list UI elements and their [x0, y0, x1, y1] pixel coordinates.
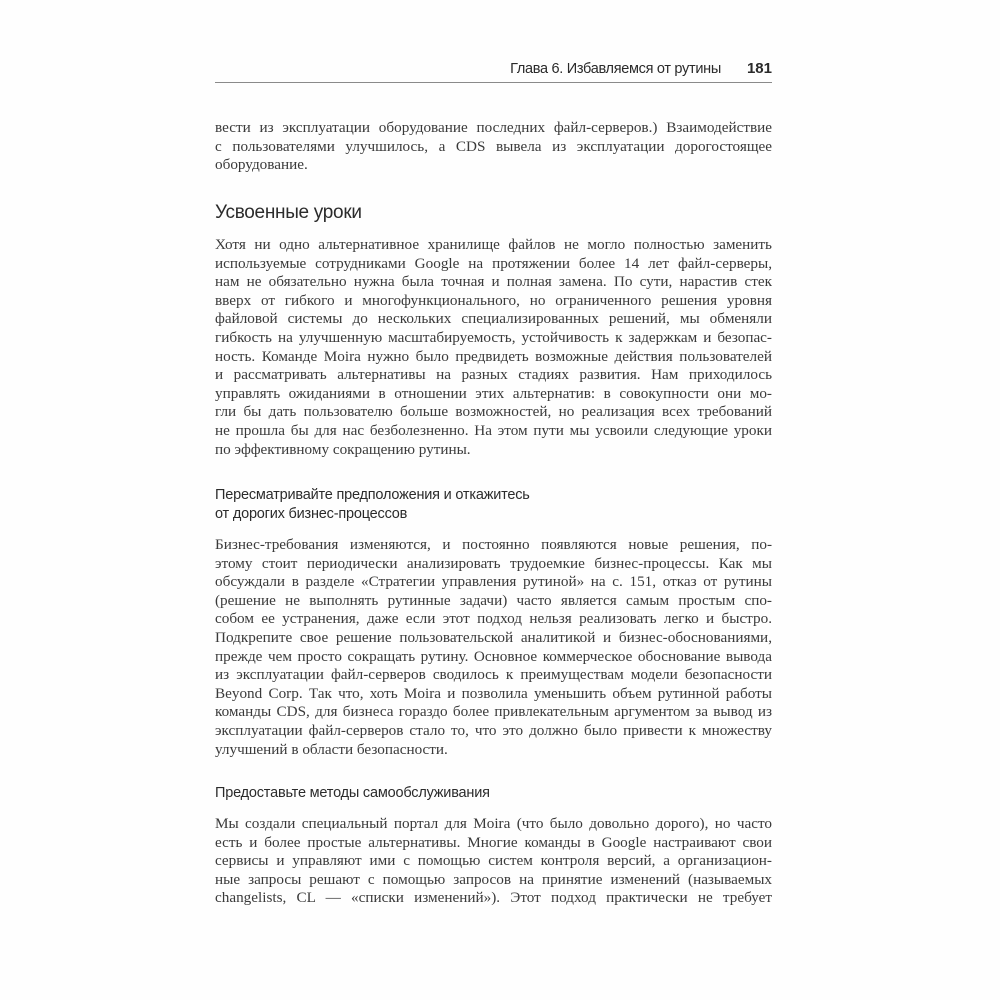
paragraph-reconsider: [215, 536, 772, 759]
text-line: сервисы и управляют ими с помощью систем контроля версий, а организацион-: [215, 852, 772, 870]
text-line: из эксплуатации файл-серверов сводилось к преимуществам модели безопасности: [215, 666, 772, 684]
text-line: обсуждали в разделе «Стратегии управления рутиной» на с. 151, отказ от рутины: [215, 573, 772, 591]
text-line: ность. Команде Moira нужно было предвидеть возможные действия пользователей: [215, 347, 772, 365]
text-line: команды CDS, для бизнеса гораздо более привлекательным аргументом за вывод из: [215, 703, 772, 721]
chapter-title: Глава 6. Избавляемся от рутины: [510, 61, 721, 77]
text-line: вести из эксплуатации оборудование последних файл-серверов.) Взаимодействие: [215, 119, 772, 136]
text-line: оборудование.: [215, 156, 308, 174]
text-line: управлять ожиданиями в отношении этих альтернатив: в совокупности они мо-: [215, 384, 772, 402]
paragraph-continuation: [215, 119, 772, 175]
text-line: и рассматривать альтернативы на разных стадиях развития. Нам приходилось: [215, 366, 772, 384]
text-line: есть и более простые альтернативы. Многие команды в Google настраивают свои: [215, 833, 772, 851]
text-line: гли бы дать пользователю больше возможностей, но реализация всех требований: [215, 403, 772, 421]
text-line: нам не обязательно нужна была точная и полная замена. По сути, нарастив стек: [215, 273, 772, 291]
paragraph-lessons: [215, 236, 772, 459]
text-line: прежде чем просто сокращать рутину. Основное коммерческое обоснование вывода: [215, 647, 772, 665]
page-number: 181: [746, 60, 772, 77]
heading-line: Пересматривайте предположения и откажитесь: [215, 487, 530, 503]
text-line: эксплуатации файл-серверов стало то, что это должно было привести к множеству: [215, 721, 772, 739]
text-line: Бизнес-требования изменяются, и постоянно появляются новые решения, по-: [215, 536, 772, 553]
text-line: собом ее устранения, даже если этот подход нельзя реализовать легко и быстро.: [215, 610, 772, 628]
header-rule: [215, 82, 772, 83]
text-line: не прошла бы для нас безболезненно. На этом пути мы усвоили следующие уроки: [215, 421, 772, 439]
text-line: используемые сотрудниками Google на протяжении более 14 лет файл-серверы,: [215, 254, 772, 272]
text-line: этому стоит периодически анализировать трудоемкие бизнес-процессы. Как мы: [215, 554, 772, 572]
text-line: по эффективному сокращению рутины.: [215, 440, 471, 458]
text-line: Beyond Corp. Так что, хоть Moira и позволила уменьшить объем рутинной работы: [215, 684, 772, 702]
text-line: с пользователями улучшилось, а CDS вывела из эксплуатации дорогостоящее: [215, 137, 772, 155]
text-line: улучшений в области безопасности.: [215, 740, 448, 758]
text-line: файловой системы до нескольких специализированных решений, мы обменяли: [215, 310, 772, 328]
subsection-heading: Предоставьте методы самообслуживания: [215, 785, 490, 801]
text-line: Хотя ни одно альтернативное хранилище файлов не могло полностью заменить: [215, 236, 772, 253]
text-line: (решение не выполнять рутинные задачи) часто является самым простым спо-: [215, 591, 772, 609]
text-line: гибкость на улучшенную масштабируемость, устойчивость к задержкам и безопас-: [215, 328, 772, 346]
text-line: changelists, CL — «списки изменений»). Этот подход практически не требует: [215, 889, 772, 907]
text-line: Подкрепите свое решение пользовательской аналитикой и бизнес-обоснованиями,: [215, 628, 772, 646]
text-line: вверх от гибкого и многофункционального, но ограниченного решения уровня: [215, 291, 772, 309]
text-line: Мы создали специальный портал для Moira (что было довольно дорого), но часто: [215, 815, 772, 832]
text-line: ные запросы решают с помощью запросов на принятие изменений (называемых: [215, 870, 772, 888]
paragraph-self-service: [215, 815, 772, 908]
running-header: [215, 58, 772, 80]
subsection-heading: [215, 486, 530, 523]
heading-line: от дорогих бизнес-процессов: [215, 505, 408, 522]
section-heading: Усвоенные уроки: [215, 202, 362, 223]
